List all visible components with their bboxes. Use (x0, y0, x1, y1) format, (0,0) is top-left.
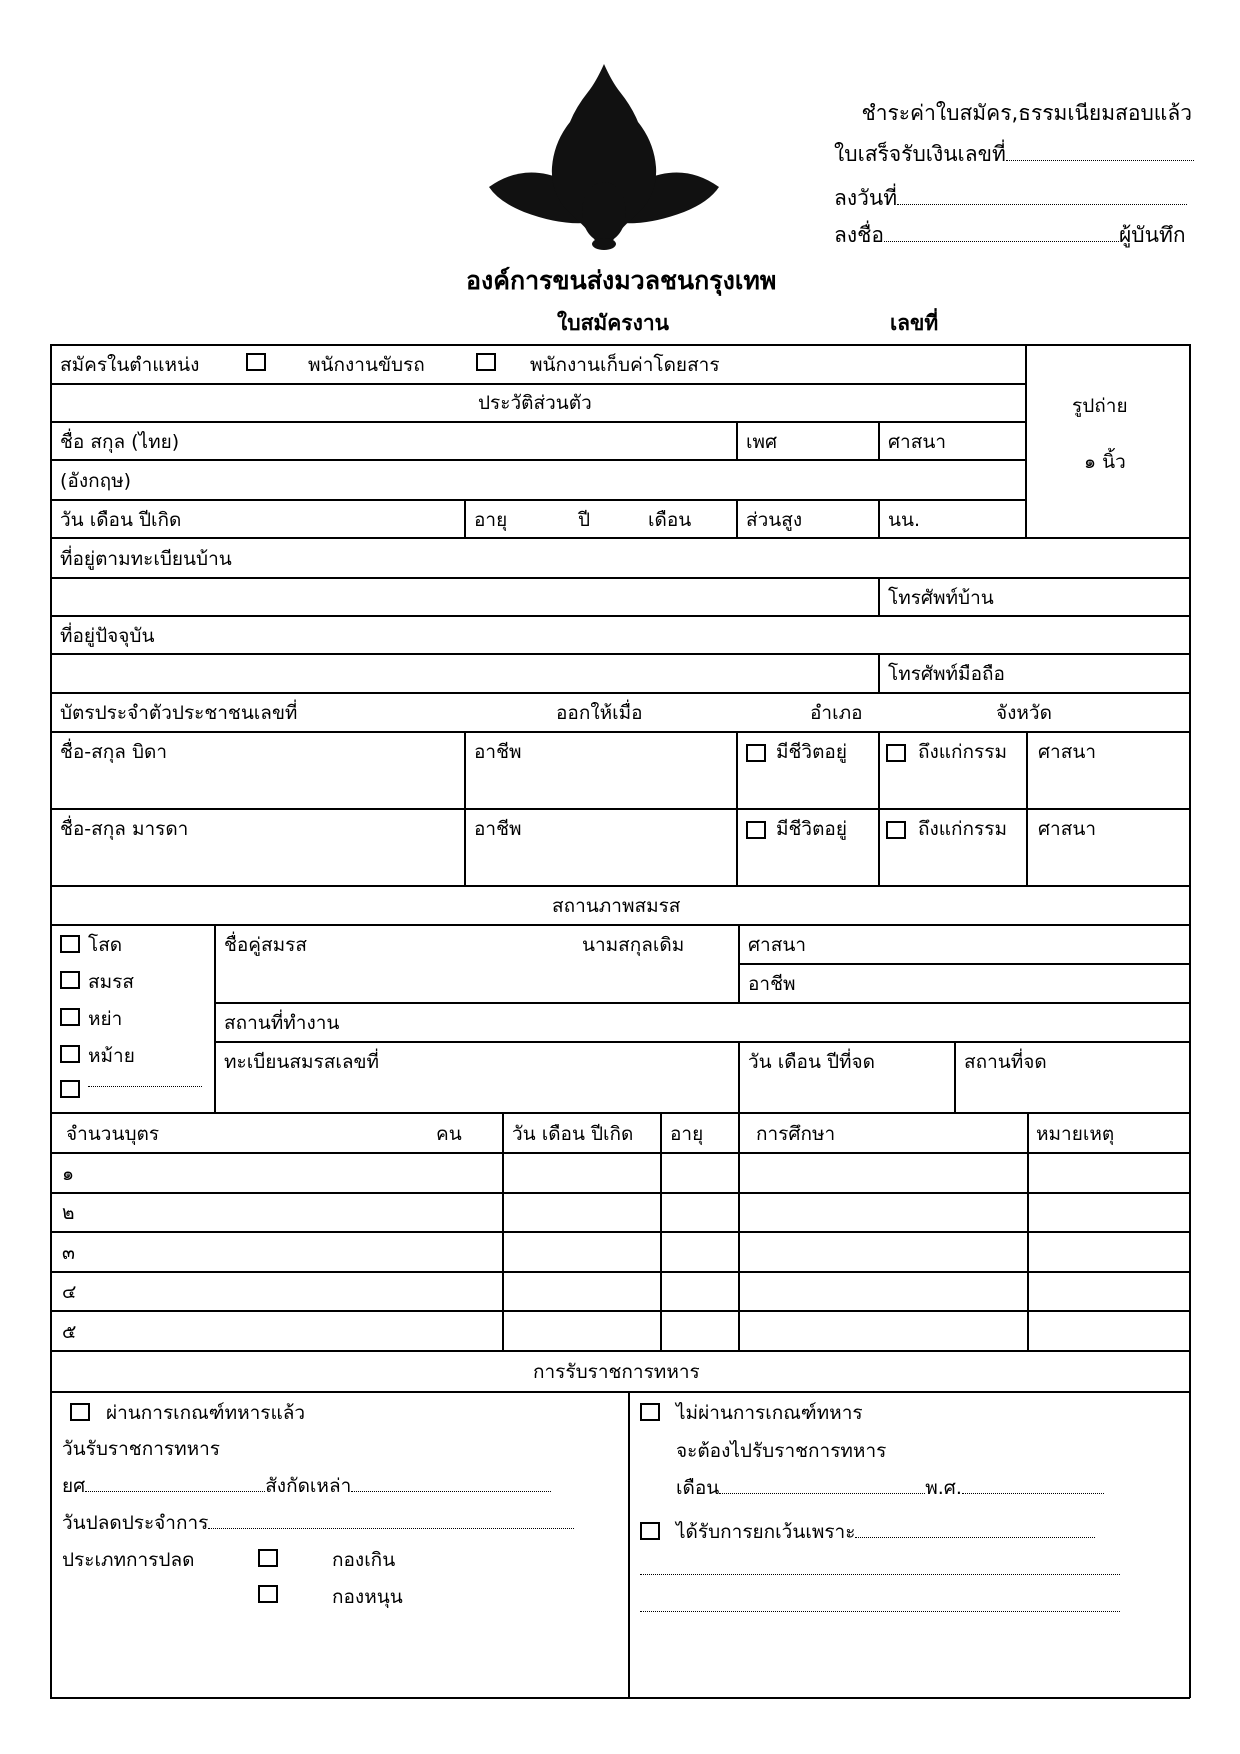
father-alive-checkbox[interactable] (746, 744, 766, 762)
rank-unit-line: ยศ สังกัดเหล่า (62, 1477, 551, 1496)
exempted-reason-line[interactable] (640, 1611, 1120, 1612)
mobile-phone-label: โทรศัพท์มือถือ (888, 663, 1005, 685)
photo-label: รูปถ่าย (1072, 395, 1128, 417)
mother-alive-checkbox[interactable] (746, 821, 766, 839)
service-date-label: วันรับราชการทหาร (62, 1438, 220, 1460)
thai-name-label: ชื่อ สกุล (ไทย) (60, 431, 180, 453)
age-label: อายุ (474, 509, 508, 531)
age-year-label: ปี (578, 509, 591, 531)
single-checkbox[interactable] (60, 935, 80, 953)
father-deceased-checkbox[interactable] (886, 744, 906, 762)
children-count-label: จำนวนบุตร (66, 1123, 160, 1145)
driver-checkbox[interactable] (246, 353, 266, 371)
conductor-checkbox[interactable] (476, 353, 496, 371)
marital-section-title: สถานภาพสมรส (552, 895, 681, 917)
driver-option-label: พนักงานขับรถ (308, 354, 425, 376)
form-number-label: เลขที่ (890, 311, 939, 335)
exempted-checkbox[interactable] (640, 1522, 660, 1540)
discharge-date-line: วันปลดประจำการ (62, 1514, 574, 1533)
weight-label: นน. (888, 509, 921, 531)
home-phone-label: โทรศัพท์บ้าน (888, 587, 994, 609)
birth-date-label: วัน เดือน ปีเกิด (60, 509, 182, 531)
mother-occupation-label: อาชีพ (474, 818, 522, 840)
mother-deceased-checkbox[interactable] (886, 821, 906, 839)
child-row-number: ๓ (62, 1242, 75, 1264)
widowed-checkbox[interactable] (60, 1045, 80, 1063)
id-card-label: บัตรประจำตัวประชาชนเลขที่ (60, 702, 298, 724)
military-not-passed-checkbox[interactable] (640, 1403, 660, 1421)
child-row-number: ๑ (62, 1163, 75, 1185)
married-checkbox[interactable] (60, 971, 80, 989)
id-province-label: จังหวัด (996, 702, 1052, 724)
current-address-label: ที่อยู่ปัจจุบัน (60, 625, 155, 647)
reserve1-checkbox[interactable] (258, 1549, 278, 1567)
widowed-label: หม้าย (88, 1045, 135, 1067)
receipt-number-label: ใบเสร็จรับเงินเลขที่ (834, 144, 1194, 165)
conductor-option-label: พนักงานเก็บค่าโดยสาร (530, 354, 720, 376)
military-passed-checkbox[interactable] (70, 1403, 90, 1421)
recorder-sign-label: ลงชื่อ ผู้บันทึก (834, 223, 1186, 247)
id-district-label: อำเภอ (810, 702, 863, 724)
military-section-title: การรับราชการทหาร (533, 1361, 700, 1383)
id-issued-label: ออกให้เมื่อ (556, 702, 643, 724)
divorced-label: หย่า (88, 1008, 123, 1030)
other-status-field[interactable] (88, 1086, 202, 1087)
marriage-reg-number-label: ทะเบียนสมรสเลขที่ (224, 1051, 379, 1073)
serve-month-year-line: เดือน พ.ศ. (676, 1479, 1104, 1498)
father-religion-label: ศาสนา (1038, 741, 1096, 763)
must-serve-label: จะต้องไปรับราชการทหาร (676, 1440, 887, 1462)
position-label: สมัครในตำแหน่ง (60, 354, 200, 376)
marriage-reg-place-label: สถานที่จด (964, 1051, 1047, 1073)
other-status-checkbox[interactable] (60, 1080, 80, 1098)
form-title: ใบสมัครงาน (557, 311, 669, 335)
org-name: องค์การขนส่งมวลชนกรุงเทพ (466, 266, 777, 295)
mother-name-label: ชื่อ-สกุล มารดา (60, 818, 189, 840)
english-name-label: (อังกฤษ) (60, 470, 132, 492)
reserve1-label: กองเกิน (332, 1549, 396, 1571)
military-not-passed-label: ไม่ผ่านการเกณฑ์ทหาร (676, 1402, 863, 1424)
reserve2-checkbox[interactable] (258, 1585, 278, 1603)
religion-label: ศาสนา (888, 431, 946, 453)
spouse-name-label: ชื่อคู่สมรส (224, 934, 307, 956)
children-person-unit: คน (436, 1123, 462, 1145)
children-education-header: การศึกษา (756, 1123, 836, 1145)
children-age-header: อายุ (670, 1123, 704, 1145)
child-row-number: ๔ (62, 1281, 77, 1303)
spouse-religion-label: ศาสนา (748, 934, 806, 956)
reserve2-label: กองหนุน (332, 1586, 403, 1608)
mother-religion-label: ศาสนา (1038, 818, 1096, 840)
gender-label: เพศ (746, 431, 778, 453)
father-occupation-label: อาชีพ (474, 741, 522, 763)
photo-size: ๑ นิ้ว (1084, 451, 1126, 473)
receipt-date-label: ลงวันที่ (834, 188, 1187, 209)
father-deceased-label: ถึงแก่กรรม (918, 741, 1007, 763)
discharge-type-label: ประเภทการปลด (62, 1549, 195, 1571)
single-label: โสด (88, 934, 123, 956)
father-name-label: ชื่อ-สกุล บิดา (60, 741, 168, 763)
child-row-number: ๒ (62, 1202, 75, 1224)
mother-deceased-label: ถึงแก่กรรม (918, 818, 1007, 840)
children-remark-header: หมายเหตุ (1036, 1123, 1115, 1145)
spouse-workplace-label: สถานที่ทำงาน (224, 1012, 340, 1034)
children-birth-date-header: วัน เดือน ปีเกิด (512, 1123, 634, 1145)
bmta-emblem (484, 62, 724, 252)
mother-alive-label: มีชีวิตอยู่ (776, 818, 847, 840)
age-month-label: เดือน (648, 509, 692, 531)
exempted-line: ได้รับการยกเว้นเพราะ (676, 1523, 1095, 1542)
married-label: สมรส (88, 971, 134, 993)
maiden-name-label: นามสกุลเดิม (582, 934, 685, 956)
spouse-occupation-label: อาชีพ (748, 973, 796, 995)
divorced-checkbox[interactable] (60, 1008, 80, 1026)
registered-address-label: ที่อยู่ตามทะเบียนบ้าน (60, 548, 232, 570)
father-alive-label: มีชีวิตอยู่ (776, 741, 847, 763)
exempted-reason-line[interactable] (640, 1574, 1120, 1575)
military-passed-label: ผ่านการเกณฑ์ทหารแล้ว (106, 1402, 306, 1424)
child-row-number: ๕ (62, 1321, 77, 1343)
height-label: ส่วนสูง (746, 509, 803, 531)
fee-paid-note: ชำระค่าใบสมัคร,ธรรมเนียมสอบแล้ว (861, 101, 1192, 125)
marriage-reg-date-label: วัน เดือน ปีที่จด (748, 1051, 876, 1073)
personal-section-title: ประวัติส่วนตัว (478, 392, 592, 414)
